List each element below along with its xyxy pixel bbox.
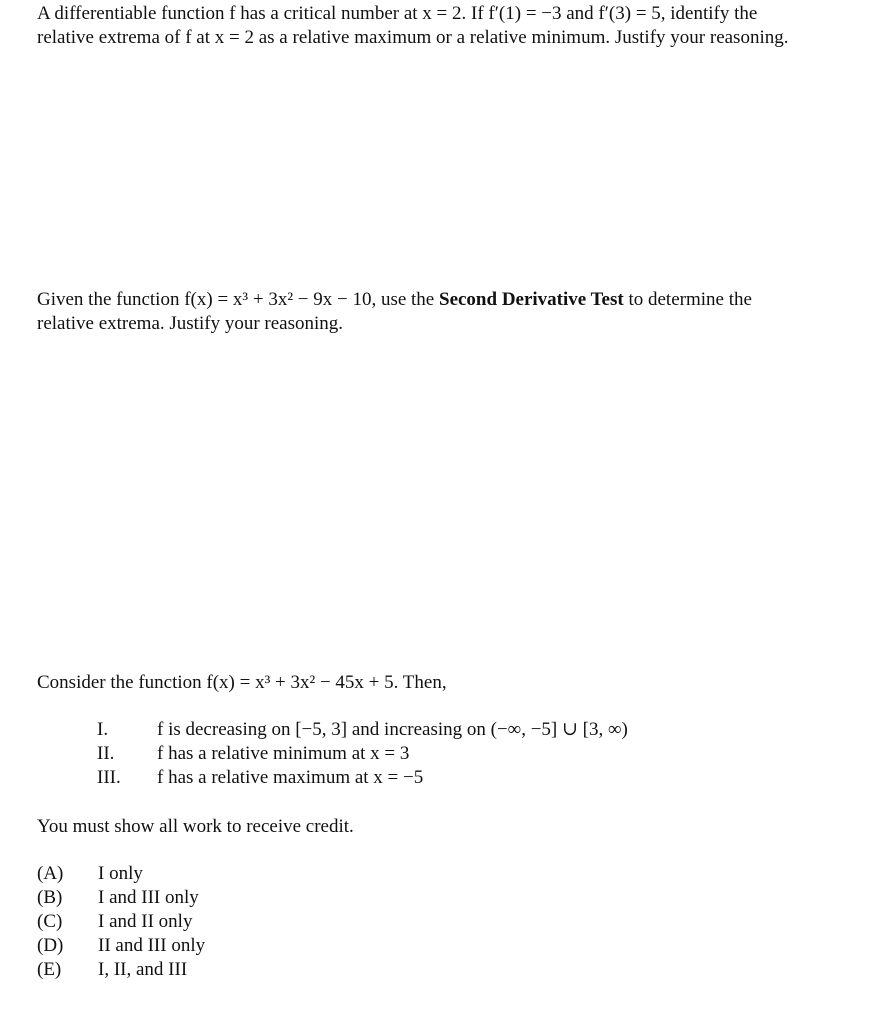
choice-letter: (B) xyxy=(37,887,63,908)
question-1-line-2: relative extrema of f at x = 2 as a relative maximum or a relative minimum. Justify your reasoning. xyxy=(37,27,789,48)
answer-choice xyxy=(37,886,205,910)
statement-text: f is decreasing on [−5, 3] and increasing on (−∞, −5] ∪ [3, ∞) xyxy=(157,719,628,740)
choice-letter: (A) xyxy=(37,863,64,884)
choice-text: I only xyxy=(98,863,143,884)
statement-number: II. xyxy=(97,743,115,764)
statement-number: III. xyxy=(97,767,121,788)
statement-item xyxy=(97,742,628,766)
question-2-line-2: relative extrema. Justify your reasoning. xyxy=(37,313,344,334)
question-1 xyxy=(37,2,873,50)
question-2-text-after: to determine the xyxy=(623,289,752,310)
choice-text: II and III only xyxy=(98,935,206,956)
question-2-line-1 xyxy=(37,288,873,312)
statement-item xyxy=(97,718,628,742)
statement-number: I. xyxy=(97,719,109,740)
answer-choice xyxy=(37,862,205,886)
choice-letter: (E) xyxy=(37,959,62,980)
question-1-line-1: A differentiable function f has a critical number at x = 2. If f′(1) = −3 and f′(3) = 5, identify the xyxy=(37,3,758,24)
statement-text: f has a relative maximum at x = −5 xyxy=(157,767,424,788)
statement-item xyxy=(97,766,628,790)
answer-choices xyxy=(37,862,205,982)
second-derivative-test-term: Second Derivative Test xyxy=(439,289,624,310)
statement-list xyxy=(97,718,628,790)
choice-text: I and II only xyxy=(98,911,193,932)
choice-letter: (D) xyxy=(37,935,64,956)
choice-text: I and III only xyxy=(98,887,199,908)
question-3-intro: Consider the function f(x) = x³ + 3x² − 45x + 5. Then, xyxy=(37,672,447,693)
question-2 xyxy=(37,288,873,336)
choice-text: I, II, and III xyxy=(98,959,188,980)
answer-choice xyxy=(37,958,205,982)
statement-text: f has a relative minimum at x = 3 xyxy=(157,743,410,764)
answer-choice xyxy=(37,910,205,934)
choice-letter: (C) xyxy=(37,911,63,932)
question-2-text-before: Given the function f(x) = x³ + 3x² − 9x − 10, use the xyxy=(37,289,439,310)
work-note: You must show all work to receive credit. xyxy=(37,816,354,837)
answer-choice xyxy=(37,934,205,958)
